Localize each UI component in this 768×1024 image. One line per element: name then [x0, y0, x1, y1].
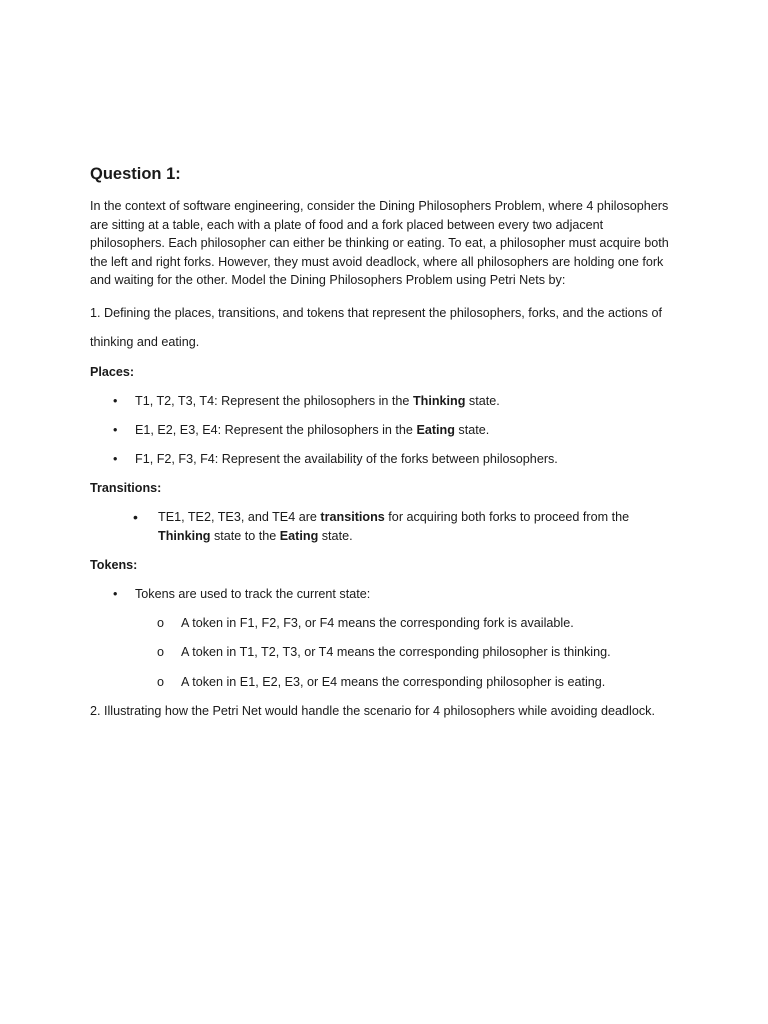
- list-item: o A token in F1, F2, F3, or F4 means the corresponding fork is available.: [90, 609, 680, 639]
- bullet-icon: •: [113, 393, 118, 408]
- list-item: • T1, T2, T3, T4: Represent the philosophers in the Thinking state.: [90, 387, 680, 416]
- tokens-list: [90, 580, 680, 609]
- list-item: o A token in T1, T2, T3, or T4 means the corresponding philosopher is thinking.: [90, 638, 680, 668]
- circle-bullet-icon: o: [157, 674, 165, 689]
- document-page: [90, 163, 680, 726]
- tokens-sublist: [90, 609, 680, 698]
- step-2-text: 2. Illustrating how the Petri Net would handle the scenario for 4 philosophers while avoiding deadlock.: [90, 704, 655, 719]
- circle-bullet-icon: o: [157, 615, 165, 630]
- list-item: • Tokens are used to track the current state:: [90, 580, 680, 609]
- step-1-text: 1. Defining the places, transitions, and tokens that represent the philosophers, forks, and the actions of thinking and eating.: [90, 305, 662, 350]
- bullet-icon: •: [113, 586, 118, 601]
- list-item: o A token in E1, E2, E3, or E4 means the corresponding philosopher is eating.: [90, 668, 680, 698]
- places-list: [90, 387, 680, 474]
- question-title: Question 1:: [90, 165, 181, 183]
- tokens-label: Tokens:: [90, 557, 138, 572]
- circle-bullet-icon: o: [157, 645, 165, 660]
- places-label: Places:: [90, 364, 135, 379]
- transitions-list: [90, 508, 680, 546]
- bullet-icon: •: [133, 508, 138, 525]
- bullet-icon: •: [113, 422, 118, 437]
- transitions-label: Transitions:: [90, 480, 162, 495]
- list-item: • TE1, TE2, TE3, and TE4 are transitions for acquiring both forks to proceed from the Thinking state to the Eating state.: [133, 508, 630, 543]
- list-item: • F1, F2, F3, F4: Represent the availability of the forks between philosophers.: [90, 445, 680, 474]
- bullet-icon: •: [113, 451, 118, 466]
- intro-paragraph: In the context of software engineering, consider the Dining Philosophers Problem, where 4 philosophers are sitting at a table, each with a plate of food and a fork placed between every two adjacent philosophers. Each philosopher can either be thinking or eating. To eat, a philosopher must acquire both the left and right forks. However, they must avoid deadlock, where all philosophers are holding one fork and waiting for the other. Model the Dining Philosophers Problem using Petri Nets by:: [90, 199, 669, 288]
- list-item: • E1, E2, E3, E4: Represent the philosophers in the Eating state.: [90, 416, 680, 445]
